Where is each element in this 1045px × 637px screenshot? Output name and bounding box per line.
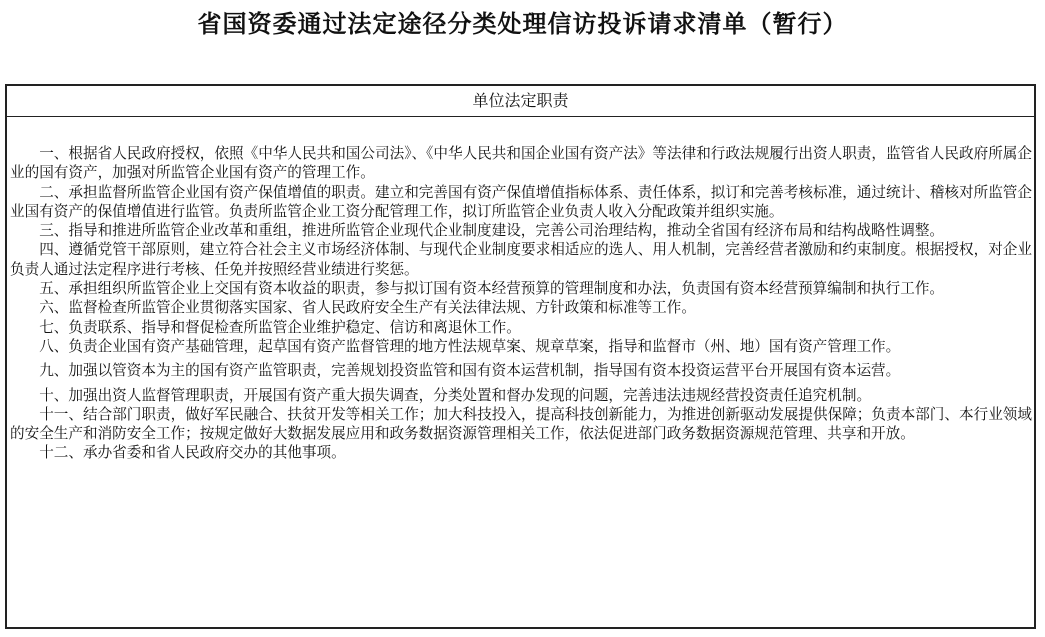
duties-list [10,144,1032,463]
table-header: 单位法定职责 [7,86,1034,117]
document-title: 省国资委通过法定途径分类处理信访投诉请求清单（暂行） [197,10,848,38]
duty-paragraph-10: 十、加强出资人监督管理职责，开展国有资产重大损失调查，分类处置和督办发现的问题，完善违法违规经营投资责任追究机制。 [39,386,872,404]
duty-paragraph-5: 五、承担组织所监管企业上交国有资本收益的职责，参与拟订国有资本经营预算的管理制度和办法，负责国有资本经营预算编制和执行工作。 [39,280,945,298]
duty-paragraph-1: 一、根据省人民政府授权，依照《中华人民共和国公司法》、《中华人民共和国企业国有资产法》等法律和行政法规履行出资人职责，监管省人民政府所属企业的国有资产，加强对所监管企业国有资产的管理工作。 [10,145,1032,182]
duty-paragraph-9: 九、加强以管资本为主的国有资产监管职责，完善规划投资监管和国有资本运营机制，指导国有资本投资运营平台开展国有资本运营。 [39,362,901,380]
duty-paragraph-7: 七、负责联系、指导和督促检查所监管企业维护稳定、信访和离退休工作。 [39,318,521,336]
duty-paragraph-11: 十一、结合部门职责，做好军民融合、扶贫开发等相关工作；加大科技投入，提高科技创新能力，为推进创新驱动发展提供保障；负责本部门、本行业领域的安全生产和消防安全工作；按规定做好大数据发展应用和政务数据资源管理相关工作，依法促进部门政务数据资源规范管理、共享和开放。 [10,405,1032,443]
duty-paragraph-6: 六、监督检查所监管企业贯彻落实国家、省人民政府安全生产有关法律法规、方针政策和标准等工作。 [39,299,696,317]
duty-paragraph-4: 四、遵循党管干部原则，建立符合社会主义市场经济体制、与现代企业制度要求相适应的选人、用人机制，完善经营者激励和约束制度。根据授权，对企业负责人通过法定程序进行考核、任免并按照经营业绩进行奖惩。 [10,241,1032,278]
duty-paragraph-8: 八、负责企业国有资产基础管理，起草国有资产监督管理的地方性法规草案、规章草案，指导和监督市（州、地）国有资产管理工作。 [39,337,901,355]
duty-paragraph-12: 十二、承办省委和省人民政府交办的其他事项。 [39,444,346,462]
duty-paragraph-2: 二、承担监督所监管企业国有资产保值增值的职责。建立和完善国有资产保值增值指标体系、责任体系，拟订和完善考核标准，通过统计、稽核对所监管企业国有资产的保值增值进行监管。负责所监管企业工资分配管理工作，拟订所监管企业负责人收入分配政策并组织实施。 [10,183,1032,220]
duties-table [5,84,1036,629]
duty-paragraph-3: 三、指导和推进所监管企业改革和重组，推进所监管企业现代企业制度建设，完善公司治理结构，推动全省国有经济布局和结构战略性调整。 [39,222,945,240]
